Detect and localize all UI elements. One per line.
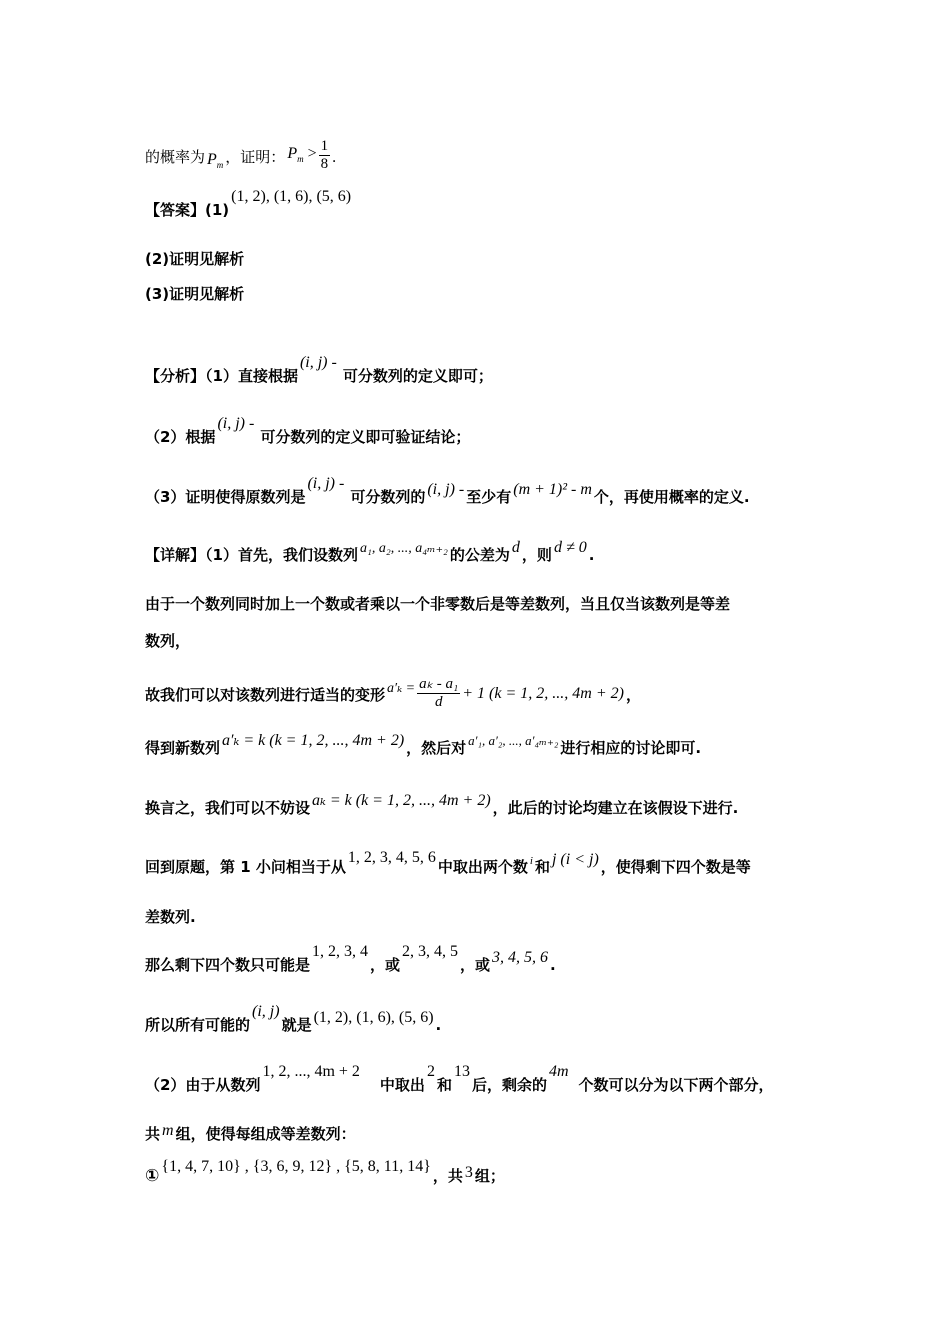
answer-label: 【答案】(1)	[145, 201, 230, 219]
math-rhs: + 1 (k = 1, 2, ..., 4m + 2)	[462, 685, 624, 702]
math-ij: (i, j) -	[299, 354, 337, 371]
math-m: m	[162, 1122, 174, 1139]
math-s1: 1, 2, 3, 4	[312, 943, 369, 960]
para-g: 差数列.	[145, 908, 196, 926]
detail-line-1: 【详解】（1）首先，我们设数列 a₁, a₂, ..., a₄ₘ₊₂ 的公差为 d ，则 d ≠ 0 .	[145, 539, 595, 564]
para-j: （2）由于从数列1, 2, ..., 4m + 2中取出2和13后，剩余的4m个数可以分为以下两个部分，	[145, 1063, 774, 1094]
answer-line	[145, 188, 353, 221]
para-l: ① {1, 4, 7, 10} , {3, 6, 9, 12} , {5, 8, 11, 14}，共 3 组；	[145, 1158, 505, 1186]
text: ，证明：	[225, 148, 286, 166]
para-i: 所以所有可能的(i, j)就是 (1, 2), (1, 6), (5, 6) .	[145, 1003, 442, 1034]
math-thirteen: 13	[453, 1063, 470, 1080]
math-s2: 2, 3, 4, 5	[402, 943, 459, 960]
answer-3: (3)证明见解析	[145, 285, 245, 303]
para-e: 换言之，我们可以不妨设 aₖ = k (k = 1, 2, ..., 4m + 2) ，此后的讨论均建立在该假设下进行.	[145, 792, 739, 817]
math-i: i	[529, 855, 533, 867]
math-ij: (i, j) -	[217, 415, 255, 432]
math-two: 2	[426, 1063, 435, 1080]
fraction: $\frac{\text{aₖ - a₁}}{d}$	[419, 676, 459, 710]
math-d-neq: d ≠ 0	[553, 539, 587, 556]
math-P: $P_m$	[207, 151, 224, 171]
math-ij: (i, j)	[252, 1003, 280, 1020]
para-c: 故我们可以对该数列进行适当的变形 a′ₖ = $\frac{\text{aₖ - a₁}}{d}$ + 1 (k = 1, 2, ..., 4m + 2) ，	[145, 676, 641, 710]
math-ij: (i, j) -	[307, 475, 345, 492]
text: 的概率为	[145, 148, 206, 166]
problem-tail-line	[145, 140, 338, 175]
answer-2: (2)证明见解析	[145, 250, 245, 268]
math-P2: $P_m$	[287, 145, 304, 165]
math-j: j (i < j)	[551, 851, 599, 868]
math-pairs: (1, 2), (1, 6), (5, 6)	[313, 1009, 434, 1026]
math-period: .	[332, 149, 337, 166]
answer-pairs: (1, 2), (1, 6), (5, 6)	[231, 188, 352, 205]
math-4m: 4m	[548, 1063, 569, 1080]
math-gt: >	[307, 145, 317, 162]
math-expr: aₖ = k (k = 1, 2, ..., 4m + 2)	[312, 792, 491, 809]
math-group1: {1, 4, 7, 10}	[161, 1158, 241, 1175]
math-expr: a′ₖ = k (k = 1, 2, ..., 4m + 2)	[222, 732, 405, 749]
math-seq: a₁, a₂, ..., a₄ₘ₊₂	[359, 541, 448, 556]
math-ij: (i, j) -	[427, 481, 465, 498]
math-s3: 3, 4, 5, 6	[492, 949, 549, 966]
math-three: 3	[464, 1164, 473, 1181]
para-b: 数列，	[145, 632, 191, 650]
math-d: d	[511, 539, 520, 556]
analysis-line-2: （2）根据(i, j) -可分数列的定义即可验证结论；	[145, 415, 471, 446]
fraction-one-eighth: $\frac{1}{8}$	[320, 138, 329, 172]
circled-one: ①	[145, 1166, 160, 1186]
para-a: 由于一个数列同时加上一个数或者乘以一个非零数后是等差数列，当且仅当该数列是等差	[145, 595, 731, 613]
para-k: 共 m 组，使得每组成等差数列：	[145, 1122, 356, 1143]
math-set: 1, 2, 3, 4, 5, 6	[347, 849, 436, 866]
analysis-line-3: （3）证明使得原数列是(i, j) -可分数列的 (i, j) - 至少有 (m + 1)² - m 个，再使用概率的定义.	[145, 475, 750, 506]
para-f: 回到原题，第 1 小问相当于从1, 2, 3, 4, 5, 6中取出两个数 i 和 j (i < j) ，使得剩下四个数是等	[145, 849, 751, 876]
math-expr: (m + 1)² - m	[513, 481, 592, 498]
math-expr2: a′₁, a′₂, ..., a′₄ₘ₊₂	[468, 733, 559, 748]
analysis-line-1: 【分析】（1）直接根据(i, j) -可分数列的定义即可；	[145, 354, 493, 385]
math-seq: 1, 2, ..., 4m + 2	[262, 1063, 360, 1080]
math-group3: {5, 8, 11, 14}	[344, 1158, 431, 1175]
math-group2: {3, 6, 9, 12}	[252, 1158, 333, 1175]
para-h: 那么剩下四个数只可能是1, 2, 3, 4，或2, 3, 4, 5，或 3, 4, 5, 6 .	[145, 943, 556, 974]
para-d: 得到新数列 a′ₖ = k (k = 1, 2, ..., 4m + 2) ，然后对 a′₁, a′₂, ..., a′₄ₘ₊₂ 进行相应的讨论即可.	[145, 732, 702, 757]
math-lhs: a′ₖ =	[387, 681, 416, 696]
